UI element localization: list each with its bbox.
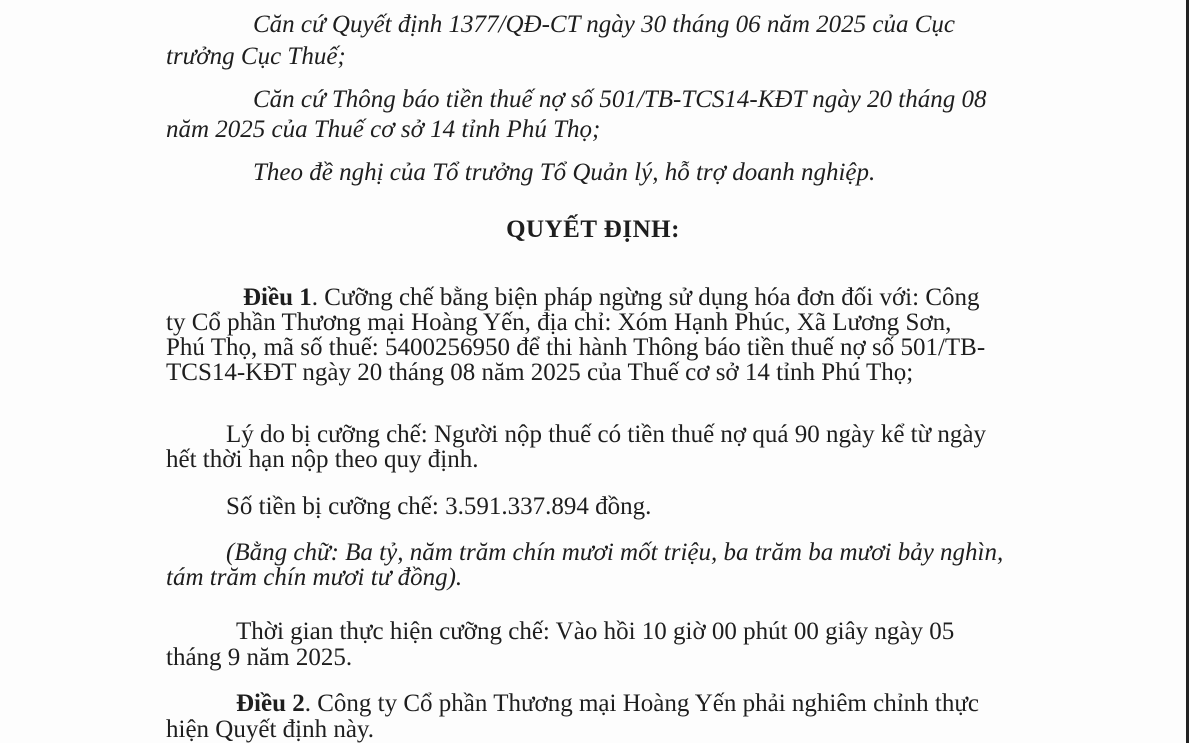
preamble-1-line-1: Căn cứ Quyết định 1377/QĐ-CT ngày 30 tháng 06 năm 2025 của Cục [253, 11, 956, 38]
reason-line-1: Lý do bị cưỡng chế: Người nộp thuế có tiền thuế nợ quá 90 ngày kể từ ngày [226, 421, 987, 448]
amount-words-line-1: (Bằng chữ: Ba tỷ, năm trăm chín mươi mốt triệu, ba trăm ba mươi bảy nghìn, [226, 539, 1004, 566]
article-2-label: Điều 2 [236, 690, 305, 717]
article-1-text-1: . Cưỡng chế bằng biện pháp ngừng sử dụng hóa đơn đối với: Công [311, 284, 980, 311]
enforced-amount: Số tiền bị cưỡng chế: 3.591.337.894 đồng. [226, 493, 652, 520]
article-1-line-2: ty Cổ phần Thương mại Hoàng Yến, địa chỉ: Xóm Hạnh Phúc, Xã Lương Sơn, [166, 309, 952, 336]
decision-heading: QUYẾT ĐỊNH: [506, 216, 680, 243]
preamble-2-line-2: năm 2025 của Thuế cơ sở 14 tỉnh Phú Thọ; [166, 116, 601, 143]
article-1-line-3: Phú Thọ, mã số thuế: 5400256950 để thi hành Thông báo tiền thuế nợ số 501/TB- [166, 334, 986, 361]
article-2-text-1: . Công ty Cổ phần Thương mại Hoàng Yến phải nghiêm chỉnh thực [304, 690, 980, 717]
article-2-line-2: hiện Quyết định này. [166, 716, 375, 743]
enforcement-time-line-2: tháng 9 năm 2025. [166, 644, 353, 671]
reason-line-2: hết thời hạn nộp theo quy định. [166, 446, 479, 473]
enforcement-time-line-1: Thời gian thực hiện cưỡng chế: Vào hồi 10 giờ 00 phút 00 giây ngày 05 [236, 618, 955, 645]
preamble-3-line-1: Theo đề nghị của Tổ trưởng Tổ Quản lý, hỗ trợ doanh nghiệp. [253, 159, 876, 186]
amount-words-line-2: tám trăm chín mươi tư đồng). [166, 564, 463, 591]
article-1-line-4: TCS14-KĐT ngày 20 tháng 08 năm 2025 của Thuế cơ sở 14 tỉnh Phú Thọ; [166, 359, 914, 386]
article-1-label: Điều 1 [243, 284, 312, 311]
preamble-2-line-1: Căn cứ Thông báo tiền thuế nợ số 501/TB-TCS14-KĐT ngày 20 tháng 08 [253, 86, 987, 113]
preamble-1-line-2: trưởng Cục Thuế; [166, 43, 346, 70]
